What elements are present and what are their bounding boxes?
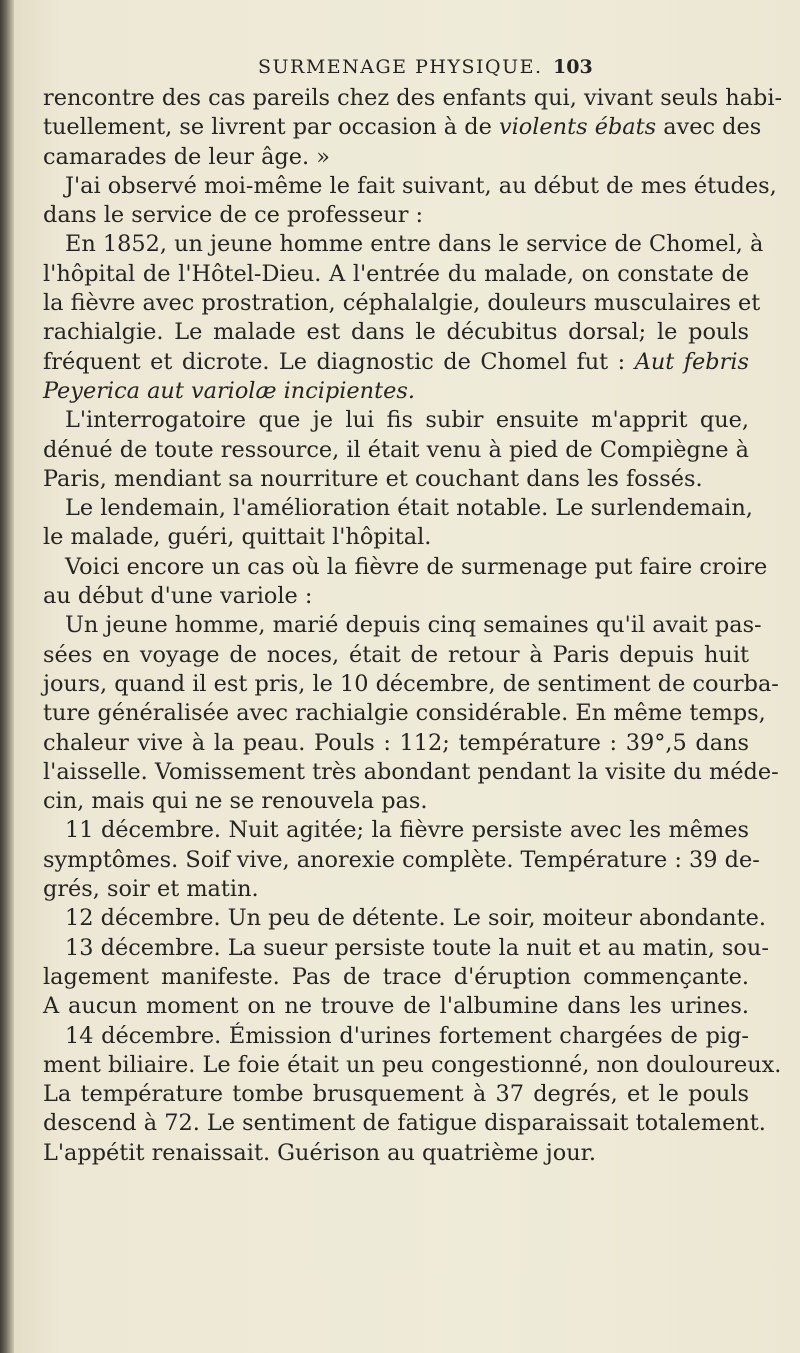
text-line: Le lendemain, l'amélioration était notable. Le surlendemain, (65, 495, 753, 522)
text-line: jours, quand il est pris, le 10 décembre, de sentiment de courba- (43, 670, 779, 697)
text-line: rachialgie. Le malade est dans le décubitus dorsal; le pouls (43, 319, 749, 346)
italic-phrase: violents ébats (498, 114, 657, 141)
text-line: Un jeune homme, marié depuis cinq semaines qu'il avait pas- (65, 612, 762, 639)
text-line: tuellement, se livrent par occasion à de violents ébats avec des (43, 114, 762, 141)
text-line: 12 décembre. Un peu de détente. Le soir, moiteur abondante. (65, 905, 766, 932)
page-header (14, 56, 800, 86)
text-line: cin, mais qui ne se renouvela pas. (43, 788, 428, 815)
book-page (14, 0, 800, 1353)
text-line: l'hôpital de l'Hôtel-Dieu. A l'entrée du malade, on constate de (43, 260, 749, 287)
text-line: chaleur vive à la peau. Pouls : 112; température : 39°,5 dans (43, 729, 749, 756)
text-line: 11 décembre. Nuit agitée; la fièvre persiste avec les mêmes (65, 817, 749, 844)
body-text (43, 84, 783, 1168)
text-line (43, 377, 749, 406)
text-line: camarades de leur âge. » (43, 143, 330, 170)
text-line: 14 décembre. Émission d'urines fortement chargées de pig- (65, 1022, 749, 1049)
text-line: dans le service de ce professeur : (43, 202, 424, 229)
text-line: Voici encore un cas où la fièvre de surmenage put faire croire (65, 553, 768, 580)
text-line: lagement manifeste. Pas de trace d'éruption commençante. (43, 963, 749, 990)
running-head: SURMENAGE PHYSIQUE. (258, 56, 543, 78)
text-line: descend à 72. Le sentiment de fatigue disparaissait totalement. (43, 1110, 766, 1137)
text-line: En 1852, un jeune homme entre dans le service de Chomel, à (65, 231, 764, 258)
text-line: A aucun moment on ne trouve de l'albumine dans les urines. (43, 993, 749, 1020)
text-line: La température tombe brusquement à 37 degrés, et le pouls (43, 1081, 749, 1108)
text-line: le malade, guéri, quittait l'hôpital. (43, 524, 432, 551)
italic-phrase: Aut febris (634, 348, 749, 375)
text-line: J'ai observé moi-même le fait suivant, au début de mes études, (65, 172, 777, 199)
text-line: sées en voyage de noces, était de retour à Paris depuis huit (43, 641, 749, 668)
text-line: L'interrogatoire que je lui fis subir ensuite m'apprit que, (65, 407, 749, 434)
text-line: au début d'une variole : (43, 583, 313, 610)
text-line: 13 décembre. La sueur persiste toute la nuit et au matin, sou- (65, 934, 769, 961)
text-line: Paris, mendiant sa nourriture et couchant dans les fossés. (43, 465, 703, 492)
text-line: grés, soir et matin. (43, 876, 259, 903)
text-line: ment biliaire. Le foie était un peu congestionné, non douloureux. (43, 1051, 782, 1078)
page-number: 103 (553, 56, 593, 78)
text-line: L'appétit renaissait. Guérison au quatrième jour. (43, 1139, 597, 1166)
text-line: symptômes. Soif vive, anorexie complète. Température : 39 de- (43, 846, 760, 873)
text-line: dénué de toute ressource, il était venu à pied de Compiègne à (43, 436, 749, 463)
text-line: ture généralisée avec rachialgie considérable. En même temps, (43, 700, 766, 727)
text-line: la fièvre avec prostration, céphalalgie, douleurs musculaires et (43, 290, 761, 317)
text-line: l'aisselle. Vomissement très abondant pendant la visite du méde- (43, 758, 779, 785)
book-gutter (0, 0, 14, 1353)
italic-phrase: Peyerica aut variolæ incipientes. (43, 377, 415, 404)
text-line: rencontre des cas pareils chez des enfants qui, vivant seuls habi- (43, 85, 783, 111)
text-line: fréquent et dicrote. Le diagnostic de Chomel fut : Aut febris (43, 348, 749, 375)
